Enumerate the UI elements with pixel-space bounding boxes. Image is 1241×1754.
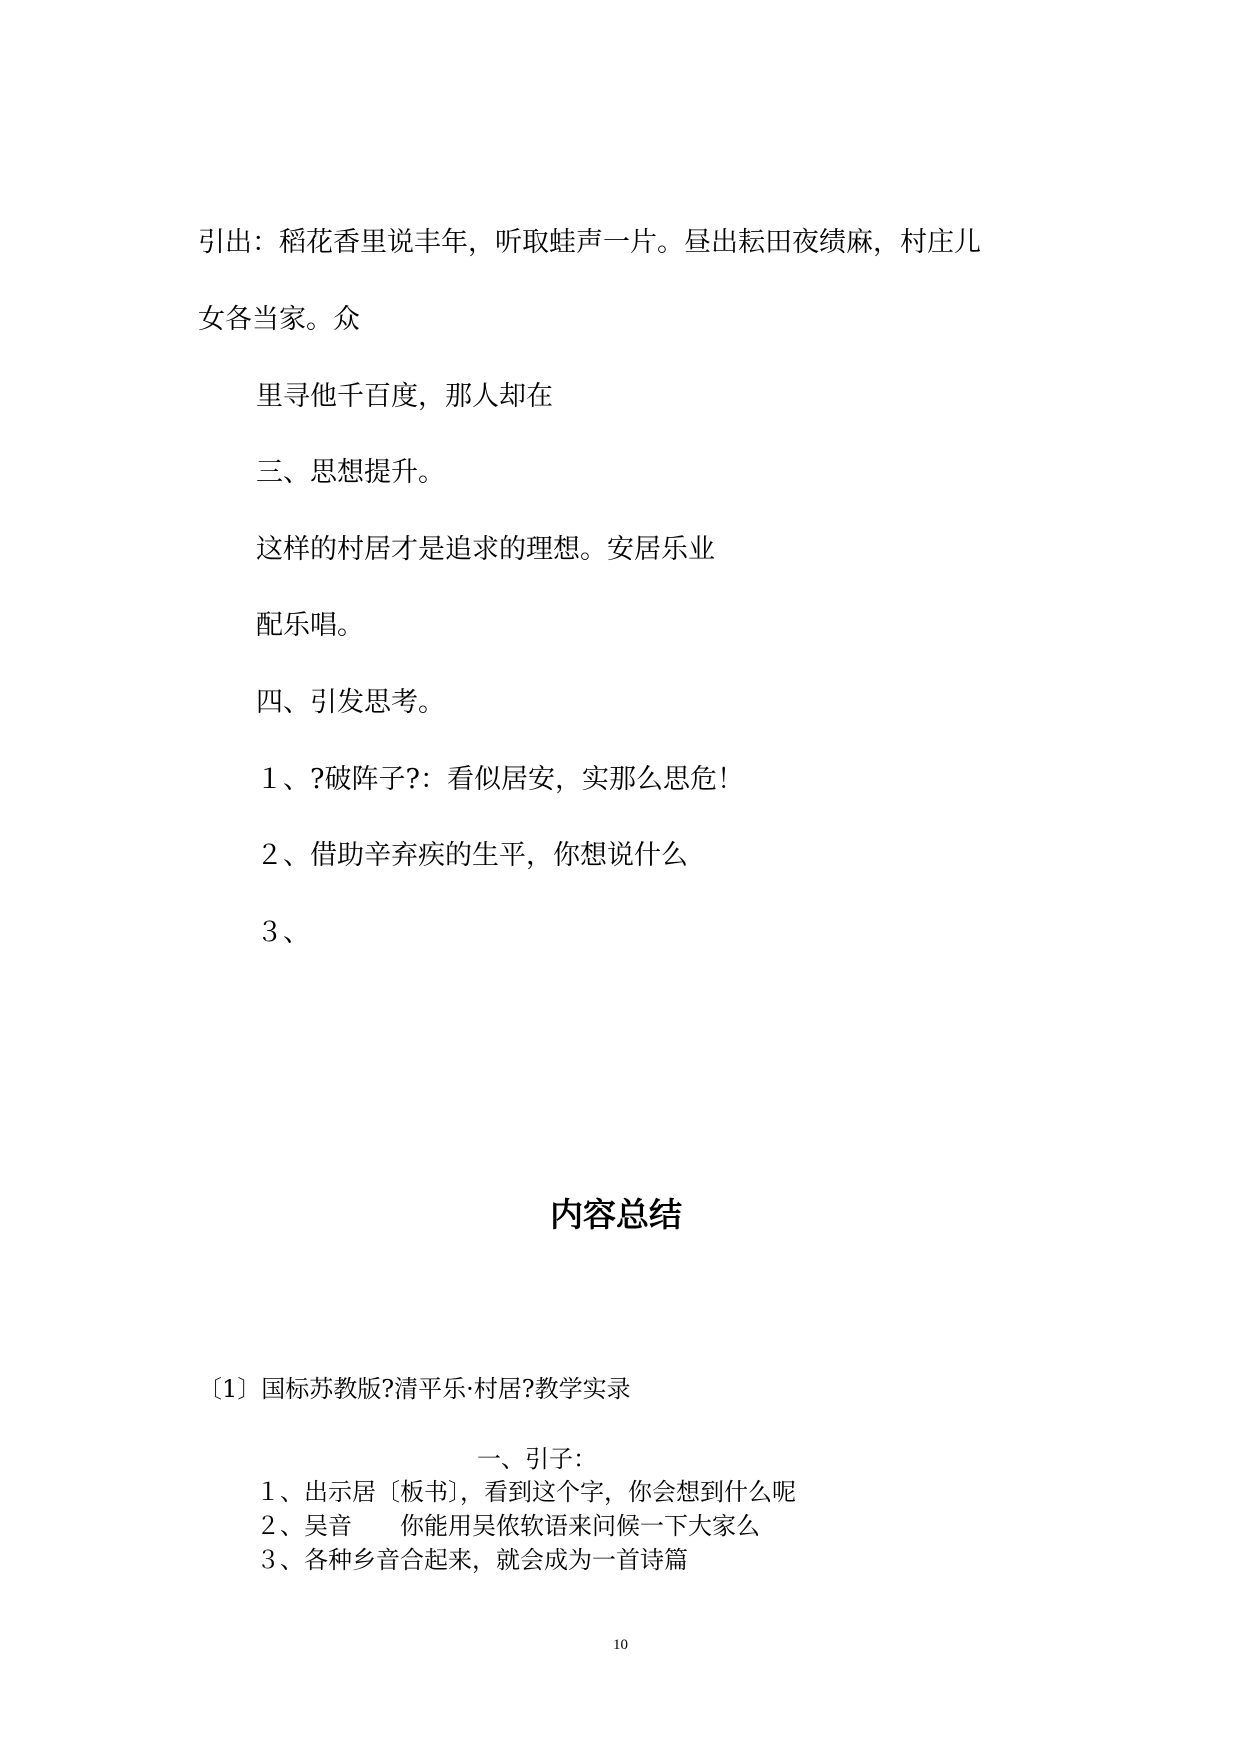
list-item-3: ３、 [256, 917, 310, 948]
summary-subheading: 一、引子： [477, 1445, 597, 1473]
summary-item-1: １、出示居〔板书〕，看到这个字，你会想到什么呢 [256, 1478, 796, 1506]
section-heading-4: 四、引发思考。 [256, 687, 445, 718]
summary-item-3: ３、各种乡音合起来，就会成为一首诗篇 [256, 1546, 688, 1574]
summary-heading: 〔1〕国标苏教版?清平乐·村居?教学实录 [198, 1375, 631, 1403]
section-heading-3: 三、思想提升。 [256, 457, 445, 488]
list-item-1: １、?破阵子?：看似居安，实那么思危！ [256, 764, 744, 795]
page-number: 10 [613, 1637, 628, 1653]
body-line-5: 这样的村居才是追求的理想。安居乐业 [256, 534, 715, 565]
body-line-3: 里寻他千百度，那人却在 [256, 381, 553, 412]
summary-item-2: ２、吴音 你能用吴侬软语来问候一下大家么 [256, 1512, 760, 1540]
body-line-2: 女各当家。众 [198, 304, 360, 335]
body-line-1: 引出：稻花香里说丰年，听取蛙声一片。昼出耘田夜绩麻，村庄儿 [198, 227, 981, 258]
body-line-6: 配乐唱。 [256, 610, 364, 641]
section-title: 内容总结 [550, 1195, 682, 1234]
list-item-2: ２、借助辛弃疾的生平，你想说什么 [256, 840, 688, 871]
